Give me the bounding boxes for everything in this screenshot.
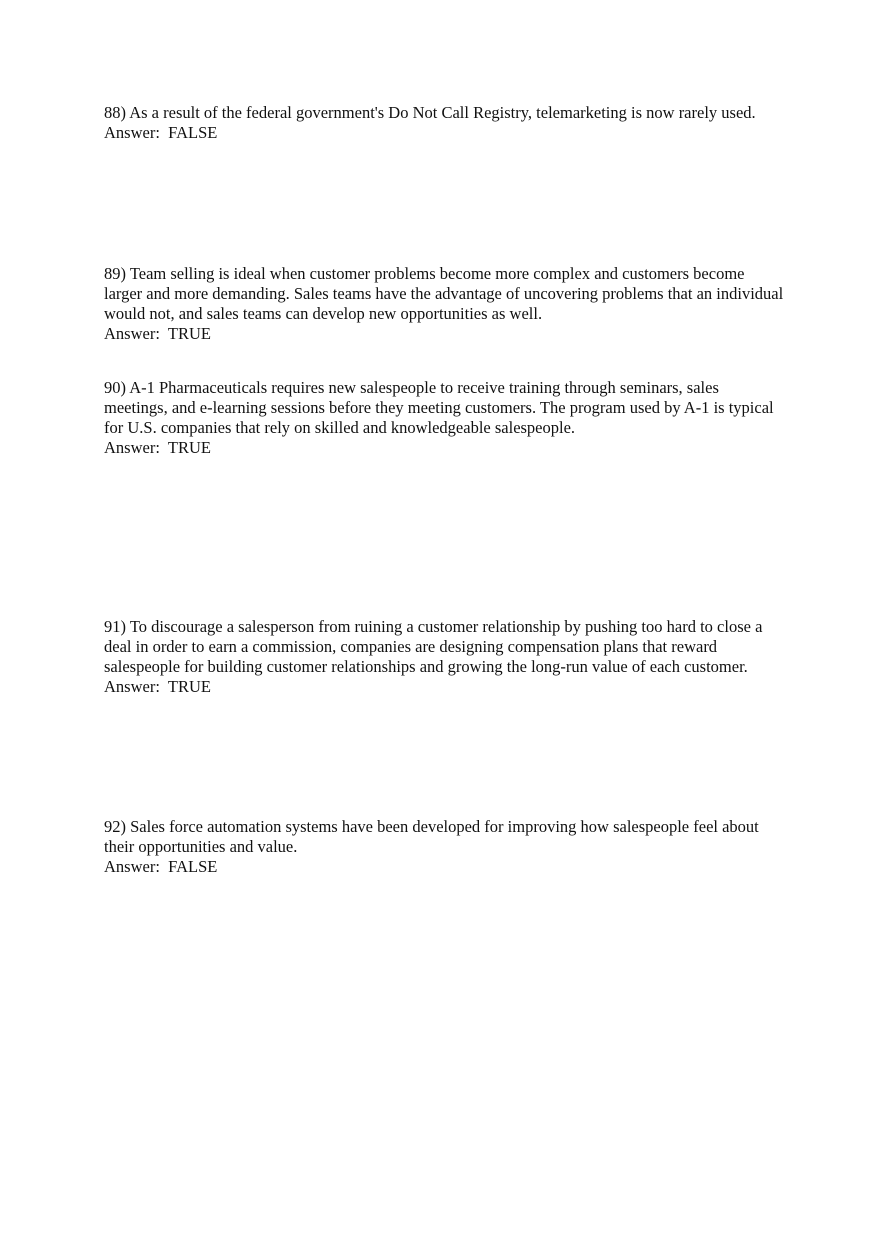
answer-label: Answer: — [104, 677, 168, 696]
question-text: 89) Team selling is ideal when customer problems become more complex and customers become larger and more demanding. Sales teams have the advantage of uncovering problems that an individual would not, and sales teams can develop new opportunities as well. — [104, 264, 784, 323]
question-block-89 — [104, 264, 784, 344]
answer-value: FALSE — [168, 123, 218, 142]
answer-line — [104, 123, 784, 143]
answer-value: TRUE — [167, 324, 211, 343]
answer-value: TRUE — [167, 438, 211, 457]
question-text: 88) As a result of the federal government's Do Not Call Registry, telemarketing is now rarely used. — [104, 103, 756, 122]
answer-label: Answer: — [104, 438, 168, 457]
question-text: 90) A-1 Pharmaceuticals requires new salespeople to receive training through seminars, sales meetings, and e-learning sessions before they meeting customers. The program used by A-1 is typical for U.S. companies that rely on skilled and knowledgeable salespeople. — [104, 378, 774, 437]
answer-value: FALSE — [168, 857, 218, 876]
answer-line — [104, 438, 784, 458]
answer-value: TRUE — [167, 677, 211, 696]
question-block-90 — [104, 378, 784, 458]
question-text: 91) To discourage a salesperson from ruining a customer relationship by pushing too hard to close a deal in order to earn a commission, companies are designing compensation plans that reward salespeople for building customer relationships and growing the long-run value of each customer. — [104, 617, 763, 676]
answer-line — [104, 677, 784, 697]
answer-line — [104, 324, 784, 344]
question-text: 92) Sales force automation systems have been developed for improving how salespeople feel about their opportunities and value. — [104, 817, 759, 856]
question-block-92 — [104, 817, 784, 877]
answer-label: Answer: — [104, 324, 168, 343]
question-block-88 — [104, 103, 784, 143]
answer-label: Answer: — [104, 857, 169, 876]
answer-label: Answer: — [104, 123, 169, 142]
answer-line — [104, 857, 784, 877]
question-block-91 — [104, 617, 784, 697]
